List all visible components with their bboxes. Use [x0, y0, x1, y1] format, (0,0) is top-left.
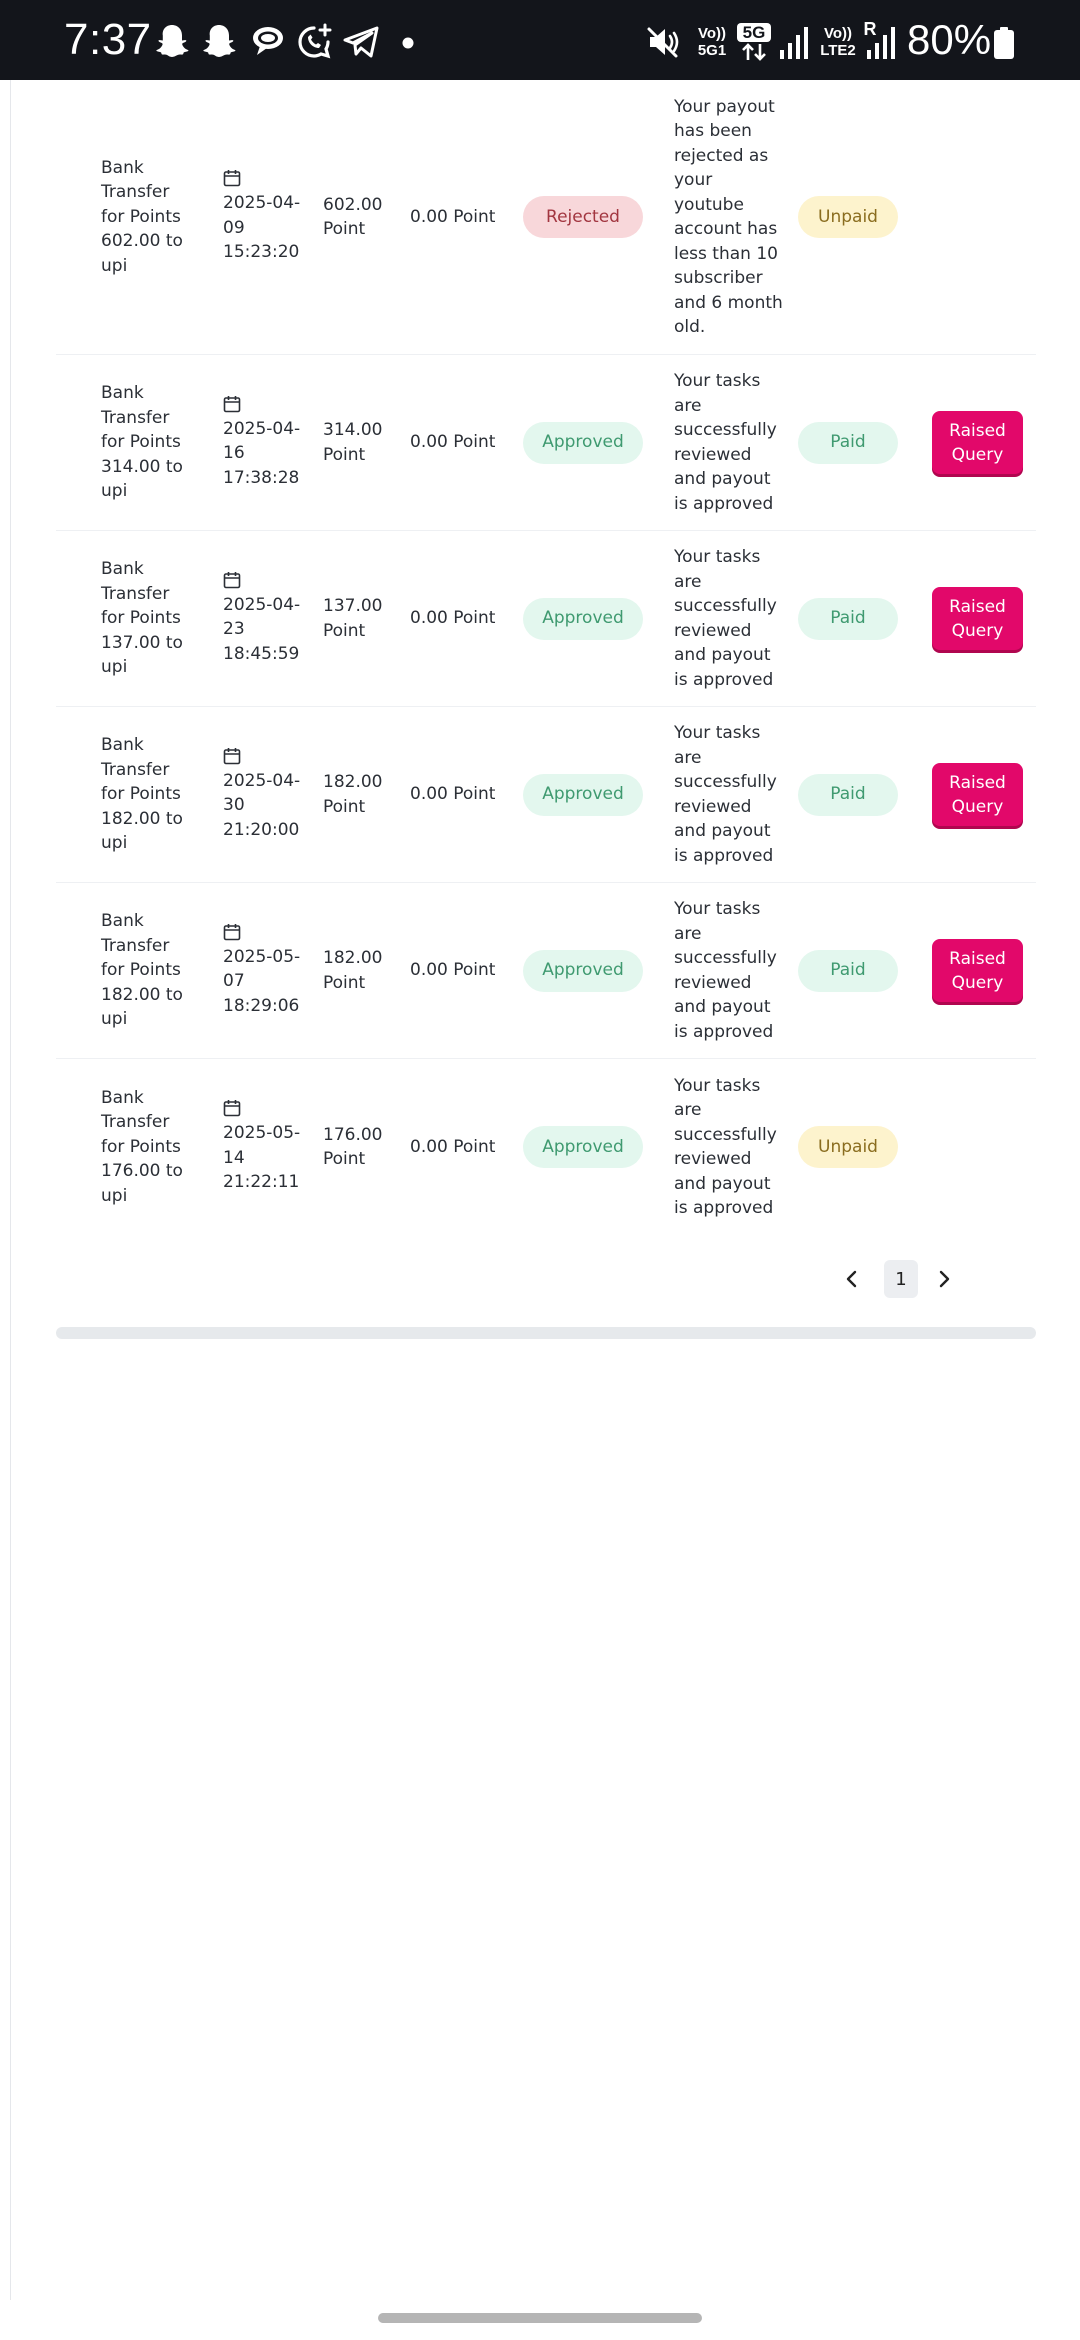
payout-fee: [410, 1059, 510, 1235]
network-5g-badge: 5G: [737, 23, 771, 42]
payout-status-cell: [523, 1059, 648, 1235]
snapchat-icon: [153, 22, 191, 60]
payout-description: [101, 531, 193, 706]
status-badge: Rejected: [523, 196, 643, 238]
payout-amount: [323, 355, 393, 530]
payout-remark: [674, 531, 784, 706]
payout-date: 2025-05-07 18:29:06: [223, 946, 301, 1016]
payout-status-cell: [523, 707, 648, 882]
status-badge: Approved: [523, 950, 643, 992]
payment-badge: Unpaid: [798, 1126, 898, 1168]
payout-remark-text: Your tasks are successfully reviewed and payout is approved: [674, 899, 777, 1042]
payout-fee: [410, 80, 510, 354]
payment-status-cell: [798, 883, 903, 1058]
payout-status-cell: [523, 80, 648, 354]
payout-description: [101, 707, 193, 882]
table-row: [56, 355, 1036, 531]
payout-amount-text: 137.00 Point: [323, 596, 383, 641]
payment-badge: Paid: [798, 950, 898, 992]
pagination-page-current[interactable]: 1: [884, 1260, 918, 1298]
raised-query-button[interactable]: Raised Query: [932, 939, 1023, 1002]
payout-fee-text: 0.00 Point: [410, 608, 496, 629]
raised-query-button[interactable]: Raised Query: [932, 763, 1023, 826]
payout-amount-text: 314.00 Point: [323, 420, 383, 465]
payout-description: [101, 355, 193, 530]
network-5g-sub-label: 5G1: [697, 42, 727, 59]
raised-query-button[interactable]: Raised Query: [932, 587, 1023, 650]
payout-date: 2025-04-23 18:45:59: [223, 594, 301, 664]
status-time: 7:37: [64, 15, 152, 64]
status-badge: Approved: [523, 774, 643, 816]
lte2-label: LTE2: [820, 42, 856, 59]
payment-badge: Paid: [798, 598, 898, 640]
payout-date-cell: [223, 80, 308, 354]
payout-amount: [323, 707, 393, 882]
whatsapp-icon: [295, 22, 335, 62]
horizontal-scrollbar[interactable]: [56, 1327, 1036, 1339]
calendar-icon: [223, 923, 241, 941]
chat-bubbles-icon: [248, 24, 286, 60]
action-cell: [932, 707, 1027, 882]
payment-status-cell: [798, 80, 903, 354]
payout-history-table: [56, 80, 1036, 1235]
payout-description-text: Bank Transfer for Points 137.00 to upi: [101, 559, 183, 678]
payout-remark: [674, 80, 784, 354]
payout-status-cell: [523, 883, 648, 1058]
page-left-border: [10, 80, 11, 2300]
status-badge: Approved: [523, 598, 643, 640]
calendar-icon: [223, 395, 241, 413]
chevron-right-icon: [937, 1270, 951, 1288]
payout-fee-text: 0.00 Point: [410, 960, 496, 981]
status-badge: Approved: [523, 1126, 643, 1168]
payout-description: [101, 883, 193, 1058]
pagination-prev-button[interactable]: [834, 1260, 870, 1298]
payout-description-text: Bank Transfer for Points 182.00 to upi: [101, 735, 183, 854]
payout-date: 2025-04-16 17:38:28: [223, 418, 301, 488]
payout-date: 2025-04-09 15:23:20: [223, 193, 301, 263]
battery-percent: 80%: [907, 16, 992, 63]
payout-description: [101, 1059, 193, 1235]
payment-status-cell: [798, 531, 903, 706]
calendar-icon: [223, 1099, 241, 1117]
battery-icon: [993, 26, 1015, 60]
payout-amount-text: 602.00 Point: [323, 194, 383, 239]
payment-badge: Unpaid: [798, 196, 898, 238]
payment-badge: Paid: [798, 422, 898, 464]
payout-date: 2025-05-14 21:22:11: [223, 1123, 301, 1193]
payout-fee: [410, 707, 510, 882]
table-row: [56, 80, 1036, 355]
action-cell: [932, 531, 1027, 706]
payout-remark: [674, 355, 784, 530]
table-row: [56, 707, 1036, 883]
payout-fee-text: 0.00 Point: [410, 1136, 496, 1157]
payout-amount-text: 176.00 Point: [323, 1124, 383, 1169]
payout-status-cell: [523, 531, 648, 706]
snapchat-icon: [200, 22, 238, 60]
signal-bars-icon: [866, 26, 896, 60]
table-row: [56, 883, 1036, 1059]
payout-remark-text: Your tasks are successfully reviewed and payout is approved: [674, 723, 777, 866]
payout-remark-text: Your tasks are successfully reviewed and payout is approved: [674, 1075, 777, 1218]
payout-amount-text: 182.00 Point: [323, 948, 383, 993]
payout-date-cell: [223, 355, 308, 530]
pagination: [834, 1260, 964, 1298]
payout-fee-text: 0.00 Point: [410, 784, 496, 805]
payout-fee-text: 0.00 Point: [410, 206, 496, 227]
payout-description-text: Bank Transfer for Points 176.00 to upi: [101, 1087, 183, 1206]
status-bar: [0, 0, 1080, 80]
volte-label: Vo)): [697, 25, 727, 42]
payout-date: 2025-04-30 21:20:00: [223, 770, 301, 840]
payout-date-cell: [223, 883, 308, 1058]
payout-fee: [410, 883, 510, 1058]
home-indicator[interactable]: [378, 2313, 702, 2323]
payout-amount: [323, 531, 393, 706]
payout-remark: [674, 1059, 784, 1235]
status-badge: Approved: [523, 422, 643, 464]
chevron-left-icon: [845, 1270, 859, 1288]
payout-description-text: Bank Transfer for Points 314.00 to upi: [101, 383, 183, 502]
calendar-icon: [223, 169, 241, 187]
payout-amount: [323, 1059, 393, 1235]
payout-date-cell: [223, 1059, 308, 1235]
table-row: [56, 531, 1036, 707]
payout-amount-text: 182.00 Point: [323, 772, 383, 817]
payout-fee-text: 0.00 Point: [410, 432, 496, 453]
payout-remark-text: Your payout has been rejected as your youtube account has less than 10 subscriber and 6 month old.: [674, 96, 783, 337]
raised-query-button[interactable]: Raised Query: [932, 411, 1023, 474]
mute-icon: [646, 25, 682, 59]
roaming-label: R: [863, 19, 877, 39]
payout-amount: [323, 80, 393, 354]
payout-remark-text: Your tasks are successfully reviewed and payout is approved: [674, 371, 777, 514]
payout-date-cell: [223, 707, 308, 882]
data-arrows-icon: [741, 43, 767, 61]
payout-description-text: Bank Transfer for Points 602.00 to upi: [101, 157, 183, 276]
pagination-next-button[interactable]: [926, 1260, 962, 1298]
telegram-icon: [342, 25, 380, 59]
payment-status-cell: [798, 1059, 903, 1235]
payout-fee: [410, 531, 510, 706]
payment-status-cell: [798, 707, 903, 882]
payout-description-text: Bank Transfer for Points 182.00 to upi: [101, 911, 183, 1030]
payout-fee: [410, 355, 510, 530]
payout-date-cell: [223, 531, 308, 706]
payout-status-cell: [523, 355, 648, 530]
volte-2-label: Vo)): [823, 25, 853, 42]
payout-remark: [674, 707, 784, 882]
table-row: [56, 1059, 1036, 1235]
notification-dot-icon: [402, 37, 414, 49]
calendar-icon: [223, 571, 241, 589]
calendar-icon: [223, 747, 241, 765]
payout-amount: [323, 883, 393, 1058]
action-cell: [932, 355, 1027, 530]
payout-remark-text: Your tasks are successfully reviewed and payout is approved: [674, 547, 777, 690]
payout-remark: [674, 883, 784, 1058]
signal-bars-icon: [779, 26, 809, 60]
action-cell: [932, 883, 1027, 1058]
payment-badge: Paid: [798, 774, 898, 816]
payment-status-cell: [798, 355, 903, 530]
payout-description: [101, 80, 193, 354]
